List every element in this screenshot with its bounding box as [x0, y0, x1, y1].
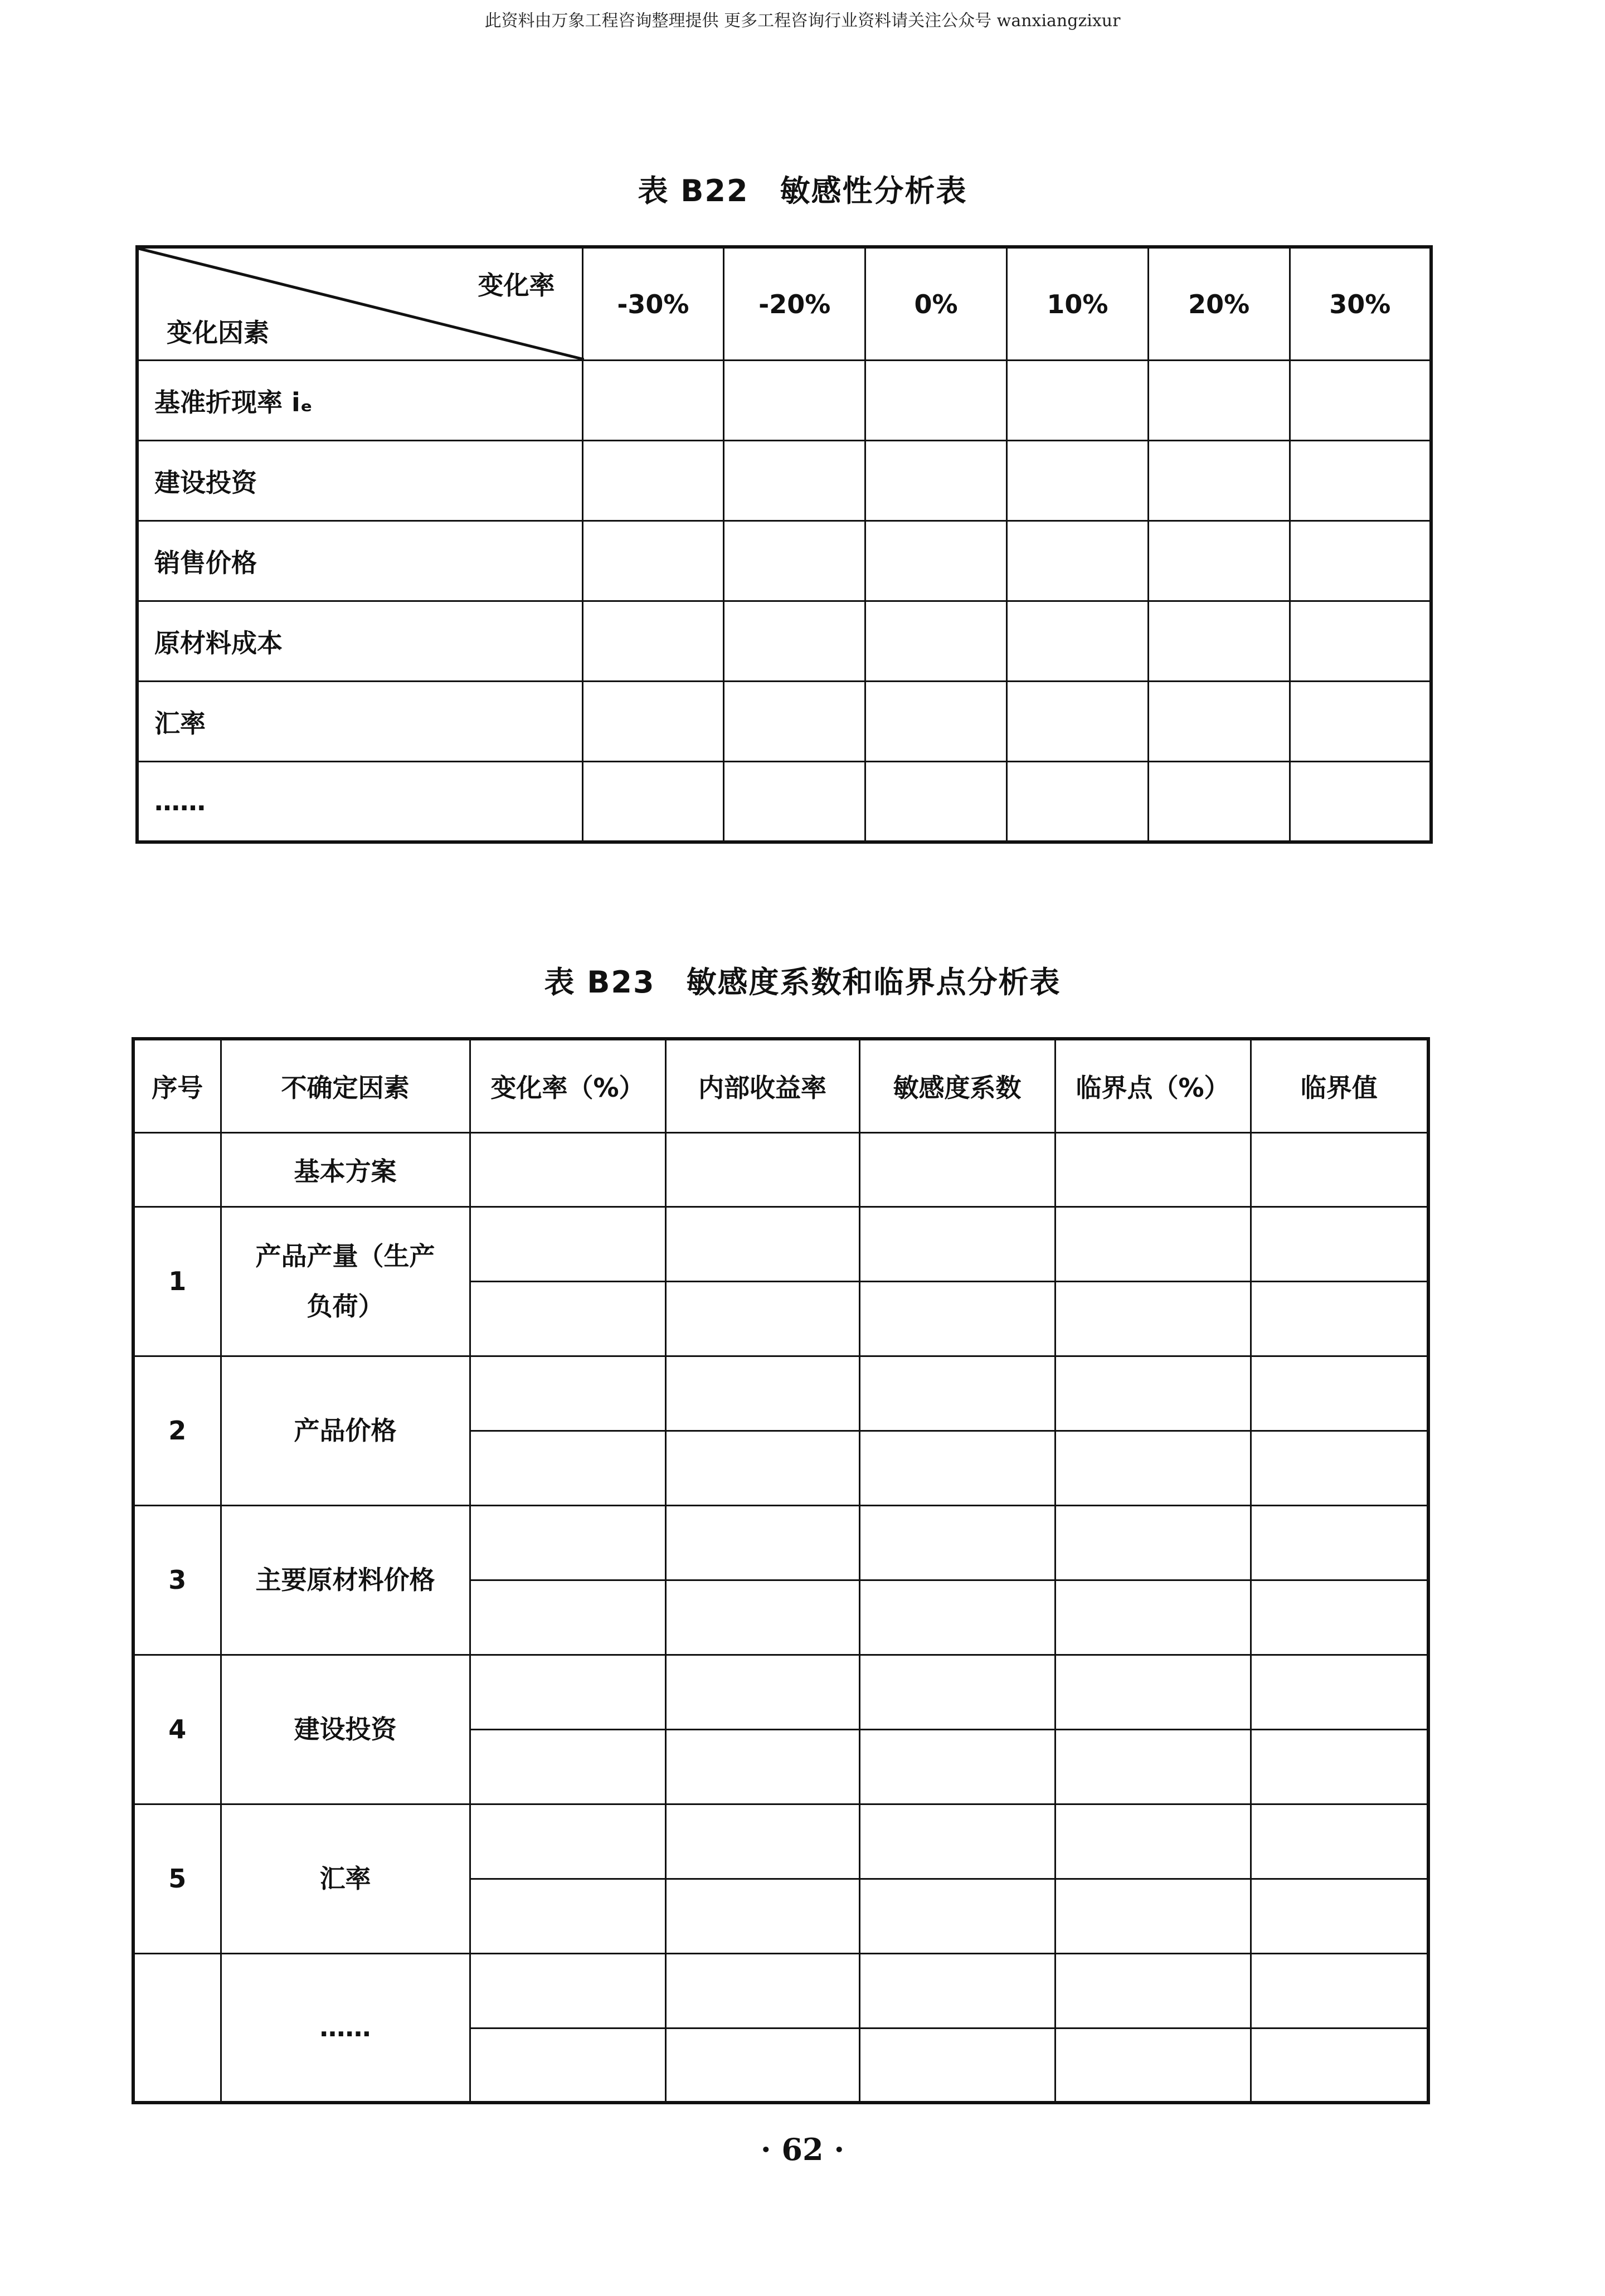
empty-cell[interactable] [470, 1207, 665, 1281]
column-header: 临界点（%） [1055, 1039, 1251, 1132]
empty-cell[interactable] [470, 1580, 665, 1655]
empty-cell[interactable] [865, 682, 1007, 762]
empty-cell[interactable] [1055, 1655, 1251, 1729]
empty-cell[interactable] [1251, 1132, 1428, 1207]
empty-cell[interactable] [1055, 1356, 1251, 1431]
factor-label: 产品产量（生产负荷） [221, 1207, 470, 1356]
header-row [137, 247, 1431, 361]
row-label: 汇率 [137, 682, 582, 762]
empty-cell[interactable] [859, 1655, 1055, 1729]
table-row [137, 361, 1431, 441]
empty-cell[interactable] [1148, 441, 1290, 521]
empty-cell[interactable] [1148, 361, 1290, 441]
empty-cell[interactable] [582, 521, 724, 601]
empty-cell[interactable] [1290, 601, 1431, 682]
empty-cell[interactable] [1251, 1281, 1428, 1356]
empty-cell[interactable] [1055, 1729, 1251, 1804]
empty-cell[interactable] [865, 361, 1007, 441]
empty-cell[interactable] [1006, 521, 1148, 601]
empty-cell[interactable] [1006, 441, 1148, 521]
empty-cell[interactable] [859, 1356, 1055, 1431]
sensitivity-coefficient-table [132, 1037, 1430, 2104]
empty-cell[interactable] [865, 521, 1007, 601]
empty-cell[interactable] [1290, 762, 1431, 842]
empty-cell[interactable] [665, 1281, 859, 1356]
row-label: 建设投资 [137, 441, 582, 521]
empty-cell[interactable] [470, 1505, 665, 1580]
header-banner: 此资料由万象工程咨询整理提供 更多工程咨询行业资料请关注公众号 wanxiangzixur [484, 11, 1121, 31]
column-header: 临界值 [1251, 1039, 1428, 1132]
row-number: 1 [133, 1207, 221, 1356]
table-row [137, 682, 1431, 762]
empty-cell[interactable] [665, 1132, 859, 1207]
empty-cell[interactable] [582, 361, 724, 441]
empty-cell[interactable] [665, 1879, 859, 1953]
column-header: 敏感度系数 [859, 1039, 1055, 1132]
empty-cell[interactable] [724, 361, 865, 441]
table-row [137, 521, 1431, 601]
factor-row [133, 1804, 1428, 1879]
empty-cell[interactable] [665, 2028, 859, 2103]
empty-cell[interactable] [1055, 1879, 1251, 1953]
base-scenario-label: 基本方案 [221, 1132, 470, 1207]
empty-cell[interactable] [582, 682, 724, 762]
empty-cell[interactable] [724, 441, 865, 521]
factor-label: 汇率 [221, 1804, 470, 1953]
empty-cell[interactable] [1006, 762, 1148, 842]
factor-row [133, 1207, 1428, 1281]
row-number: 3 [133, 1505, 221, 1655]
empty-cell[interactable] [582, 441, 724, 521]
empty-cell[interactable] [859, 1879, 1055, 1953]
column-header: 30% [1290, 247, 1431, 361]
empty-cell[interactable] [470, 1804, 665, 1879]
empty-cell[interactable] [582, 601, 724, 682]
empty-cell [133, 1132, 221, 1207]
column-header: 20% [1148, 247, 1290, 361]
empty-cell[interactable] [1148, 521, 1290, 601]
empty-cell[interactable] [1148, 682, 1290, 762]
empty-cell[interactable] [1148, 762, 1290, 842]
empty-cell[interactable] [1055, 1281, 1251, 1356]
empty-cell[interactable] [859, 1953, 1055, 2028]
empty-cell[interactable] [859, 2028, 1055, 2103]
empty-cell[interactable] [470, 1132, 665, 1207]
column-header: 变化率（%） [470, 1039, 665, 1132]
row-label: 原材料成本 [137, 601, 582, 682]
empty-cell[interactable] [1290, 361, 1431, 441]
empty-cell[interactable] [1006, 682, 1148, 762]
table-b22-title: 表 B22 敏感性分析表 [638, 173, 967, 208]
empty-cell[interactable] [470, 1356, 665, 1431]
factor-label: 产品价格 [221, 1356, 470, 1505]
empty-cell[interactable] [470, 1879, 665, 1953]
empty-cell[interactable] [1251, 1580, 1428, 1655]
row-number: 5 [133, 1804, 221, 1953]
row-number: 4 [133, 1655, 221, 1804]
empty-cell[interactable] [1251, 1729, 1428, 1804]
empty-cell[interactable] [1006, 361, 1148, 441]
factor-row [133, 1356, 1428, 1431]
column-header: -30% [582, 247, 724, 361]
empty-cell[interactable] [1251, 1655, 1428, 1729]
empty-cell[interactable] [665, 1431, 859, 1505]
factor-row [133, 1505, 1428, 1580]
empty-cell[interactable] [859, 1132, 1055, 1207]
corner-label-change-rate: 变化率 [478, 270, 555, 300]
empty-cell[interactable] [665, 1356, 859, 1431]
empty-cell[interactable] [470, 2028, 665, 2103]
empty-cell[interactable] [859, 1281, 1055, 1356]
empty-cell[interactable] [724, 682, 865, 762]
row-number: 2 [133, 1356, 221, 1505]
empty-cell[interactable] [865, 762, 1007, 842]
empty-cell[interactable] [1055, 1505, 1251, 1580]
empty-cell[interactable] [470, 1729, 665, 1804]
empty-cell[interactable] [1006, 601, 1148, 682]
empty-cell[interactable] [859, 1580, 1055, 1655]
base-scenario-row [133, 1132, 1428, 1207]
empty-cell[interactable] [1055, 1953, 1251, 2028]
empty-cell[interactable] [1148, 601, 1290, 682]
empty-cell[interactable] [1251, 2028, 1428, 2103]
header-row [133, 1039, 1428, 1132]
factor-row [133, 1655, 1428, 1729]
empty-cell[interactable] [1055, 1580, 1251, 1655]
empty-cell[interactable] [665, 1953, 859, 2028]
factor-label: …… [221, 1953, 470, 2103]
empty-cell[interactable] [1055, 1431, 1251, 1505]
factor-label: 主要原材料价格 [221, 1505, 470, 1655]
empty-cell[interactable] [665, 1207, 859, 1281]
empty-cell[interactable] [1251, 1804, 1428, 1879]
table-row [137, 762, 1431, 842]
table-row [137, 441, 1431, 521]
sensitivity-analysis-table [135, 245, 1433, 844]
empty-cell[interactable] [665, 1580, 859, 1655]
empty-cell[interactable] [865, 601, 1007, 682]
empty-cell[interactable] [1055, 1804, 1251, 1879]
page-number: · 62 · [760, 2132, 845, 2167]
empty-cell[interactable] [1055, 1207, 1251, 1281]
empty-cell[interactable] [1290, 521, 1431, 601]
column-header: 内部收益率 [665, 1039, 859, 1132]
row-label: 销售价格 [137, 521, 582, 601]
corner-label-factor: 变化因素 [167, 318, 269, 348]
column-header: 序号 [133, 1039, 221, 1132]
column-header: 0% [865, 247, 1007, 361]
row-label: 基准折现率 iₑ [137, 361, 582, 441]
empty-cell[interactable] [1251, 1356, 1428, 1431]
table-row [137, 601, 1431, 682]
empty-cell[interactable] [1290, 441, 1431, 521]
empty-cell[interactable] [665, 1505, 859, 1580]
column-header: 不确定因素 [221, 1039, 470, 1132]
empty-cell[interactable] [724, 601, 865, 682]
empty-cell[interactable] [470, 1431, 665, 1505]
factor-label: 建设投资 [221, 1655, 470, 1804]
empty-cell[interactable] [470, 1281, 665, 1356]
empty-cell[interactable] [859, 1505, 1055, 1580]
column-header: -20% [724, 247, 865, 361]
empty-cell[interactable] [1251, 1207, 1428, 1281]
empty-cell[interactable] [1251, 1431, 1428, 1505]
row-label: …… [137, 762, 582, 842]
empty-cell[interactable] [1055, 1132, 1251, 1207]
empty-cell[interactable] [665, 1804, 859, 1879]
empty-cell[interactable] [865, 441, 1007, 521]
empty-cell[interactable] [1251, 1879, 1428, 1953]
factor-row [133, 1953, 1428, 2028]
empty-cell[interactable] [1290, 682, 1431, 762]
empty-cell[interactable] [724, 521, 865, 601]
diagonal-header-cell [137, 247, 582, 361]
table-b23-title: 表 B23 敏感度系数和临界点分析表 [544, 965, 1061, 1000]
empty-cell[interactable] [859, 1729, 1055, 1804]
empty-cell[interactable] [1251, 1505, 1428, 1580]
empty-cell[interactable] [859, 1431, 1055, 1505]
empty-cell[interactable] [724, 762, 865, 842]
empty-cell[interactable] [470, 1655, 665, 1729]
empty-cell[interactable] [470, 1953, 665, 2028]
empty-cell[interactable] [665, 1729, 859, 1804]
empty-cell[interactable] [582, 762, 724, 842]
empty-cell[interactable] [1055, 2028, 1251, 2103]
empty-cell[interactable] [859, 1207, 1055, 1281]
empty-cell[interactable] [1251, 1953, 1428, 2028]
row-number [133, 1953, 221, 2103]
column-header: 10% [1006, 247, 1148, 361]
empty-cell[interactable] [859, 1804, 1055, 1879]
empty-cell[interactable] [665, 1655, 859, 1729]
